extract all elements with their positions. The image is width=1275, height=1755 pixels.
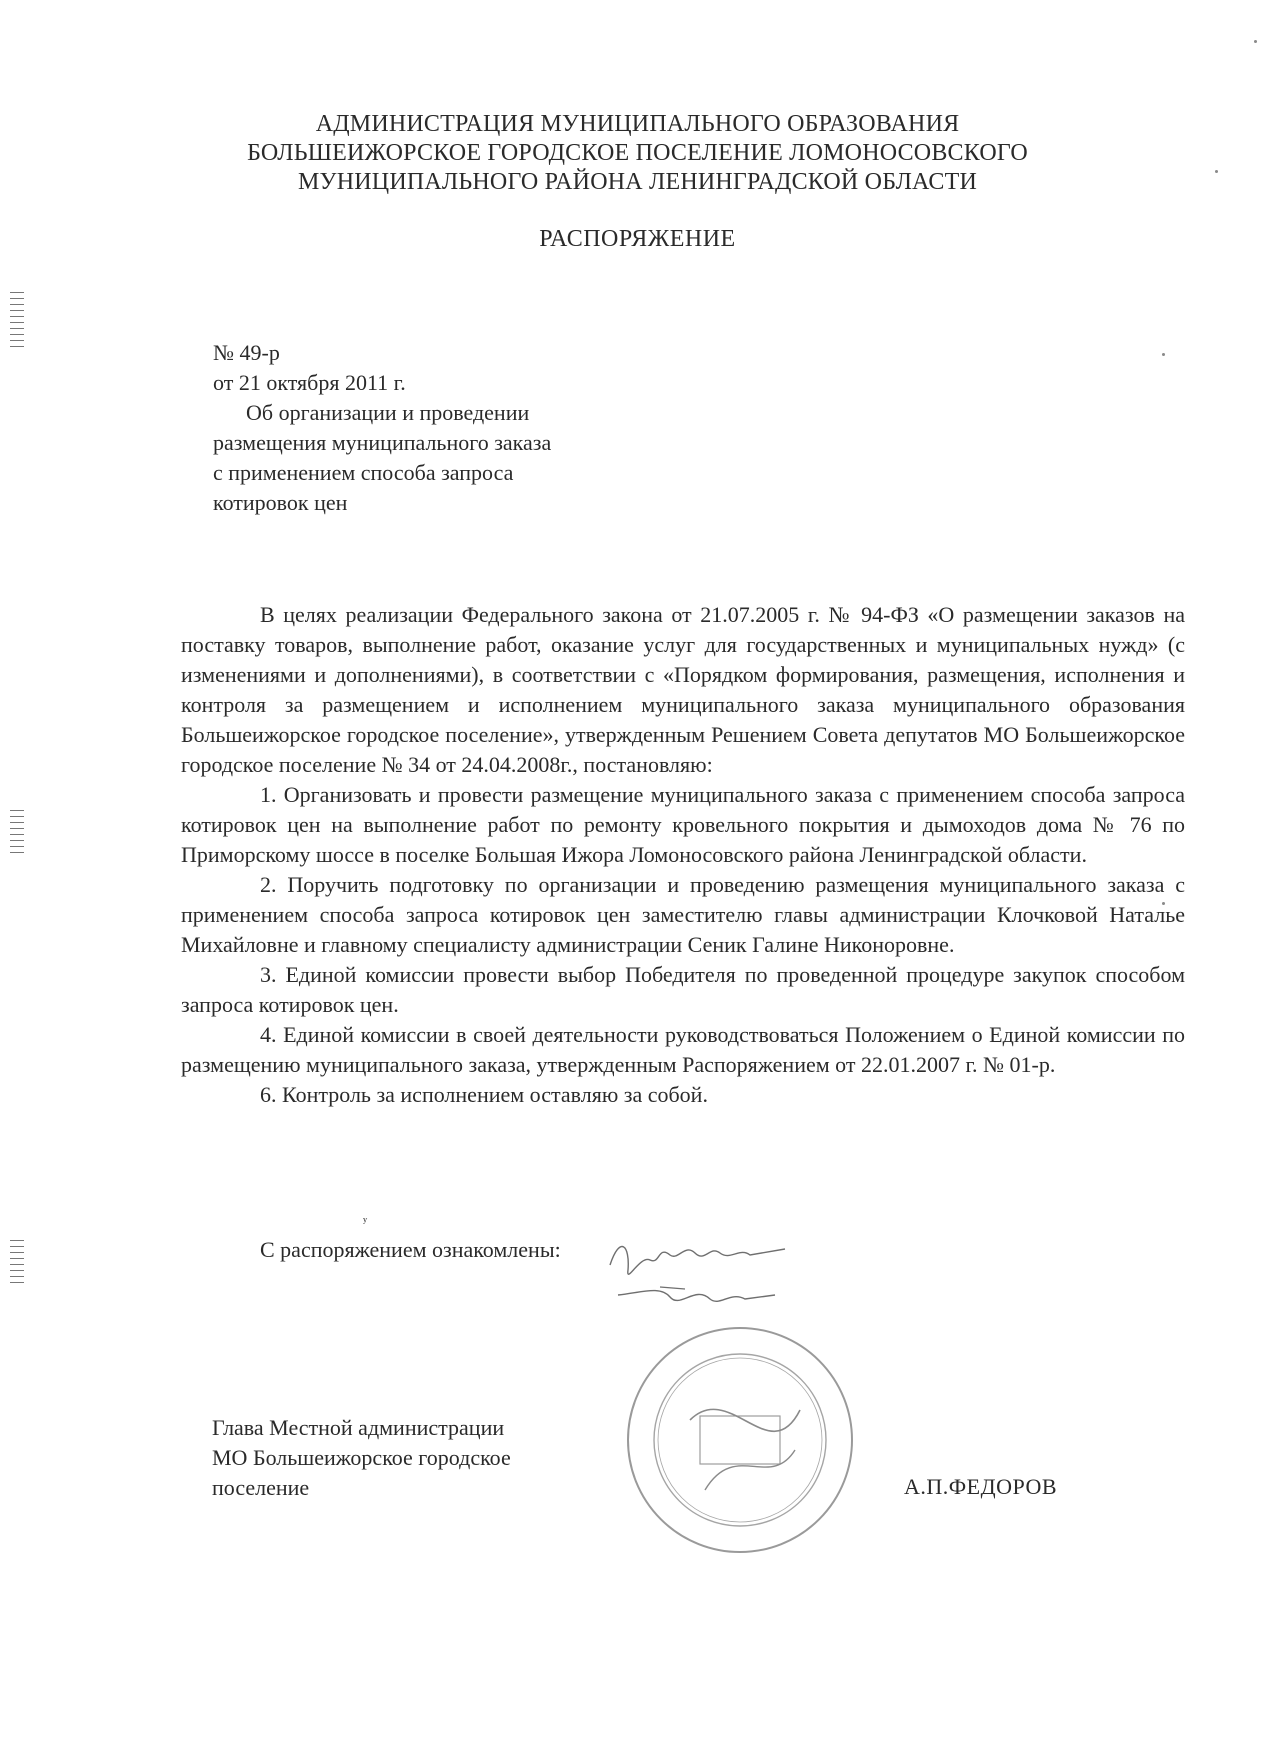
organization-header xyxy=(0,110,1275,197)
scan-margin-marks-top xyxy=(10,292,24,352)
official-seal-stamp xyxy=(620,1320,860,1560)
body-item-4: 4. Единой комиссии в своей деятельности руководствоваться Положением о Единой комиссии по размещению муниципального заказа, утвержденным Распоряжением от 22.01.2007 г. № 01-р. xyxy=(181,1022,1185,1077)
body-item-3: 3. Единой комиссии провести выбор Победителя по проведенной процедуре закупок способом запроса котировок цен. xyxy=(181,962,1185,1017)
document-subject-line: Об организации и проведении xyxy=(246,400,530,425)
document-subject-line: размещения муниципального заказа xyxy=(213,430,552,455)
document-meta xyxy=(213,338,551,518)
document-number: № 49-р xyxy=(213,340,280,365)
header-line-1: АДМИНИСТРАЦИЯ МУНИЦИПАЛЬНОГО ОБРАЗОВАНИЯ xyxy=(315,111,960,137)
header-line-3: МУНИЦИПАЛЬНОГО РАЙОНА ЛЕНИНГРАДСКОЙ ОБЛАСТИ xyxy=(298,169,977,195)
scan-speck xyxy=(1162,353,1165,356)
signatory-position-line: поселение xyxy=(212,1475,310,1500)
ink-tick-mark: ʸ xyxy=(363,1215,368,1230)
signatory-position-line: Глава Местной администрации xyxy=(212,1415,505,1440)
scan-speck xyxy=(1254,40,1257,43)
signatory-position xyxy=(212,1413,511,1503)
handwritten-signatures xyxy=(600,1225,800,1335)
document-subject-line: котировок цен xyxy=(213,490,348,515)
body-item-1: 1. Организовать и провести размещение муниципального заказа с применением способа запроса котировок цен на выполнение работ по ремонту кровельного покрытия и дымоходов дома № 76 по Приморскому шоссе в поселке Большая Ижора Ломоносовского района Ленинградской области. xyxy=(181,782,1185,867)
scan-margin-marks-bottom xyxy=(10,1240,24,1288)
acknowledgement-label: С распоряжением ознакомлены: xyxy=(260,1237,561,1262)
body-intro-paragraph: В целях реализации Федерального закона от 21.07.2005 г. № 94-ФЗ «О размещении заказов на поставку товаров, выполнение работ, оказание услуг для государственных и муниципальных нужд» (с изменениями и дополнениями), в соответствии с «Порядком формирования, размещения, исполнения и контроля за размещением и исполнением муниципального заказа муниципального образования Большеижорское городское поселение», утвержденным Решением Совета депутатов МО Большеижорское городское поселение № 34 от 24.04.2008г., постановляю: xyxy=(181,602,1185,777)
document-subject-line: с применением способа запроса xyxy=(213,460,514,485)
document-type-title: РАСПОРЯЖЕНИЕ xyxy=(539,226,736,252)
document-body xyxy=(181,600,1185,1110)
document-date: от 21 октября 2011 г. xyxy=(213,370,406,395)
signatory-position-line: МО Большеижорское городское xyxy=(212,1445,511,1470)
scan-margin-marks-middle xyxy=(10,810,24,858)
body-item-2: 2. Поручить подготовку по организации и проведению размещения муниципального заказа с применением способа запроса котировок цен заместителю главы администрации Клочковой Наталье Михайловне и главному специалисту администрации Сеник Галине Никоноровне. xyxy=(181,872,1185,957)
signatory-name: А.П.ФЕДОРОВ xyxy=(904,1474,1058,1499)
body-item-6: 6. Контроль за исполнением оставляю за собой. xyxy=(260,1082,708,1107)
header-line-2: БОЛЬШЕИЖОРСКОЕ ГОРОДСКОЕ ПОСЕЛЕНИЕ ЛОМОНОСОВСКОГО xyxy=(247,140,1028,166)
